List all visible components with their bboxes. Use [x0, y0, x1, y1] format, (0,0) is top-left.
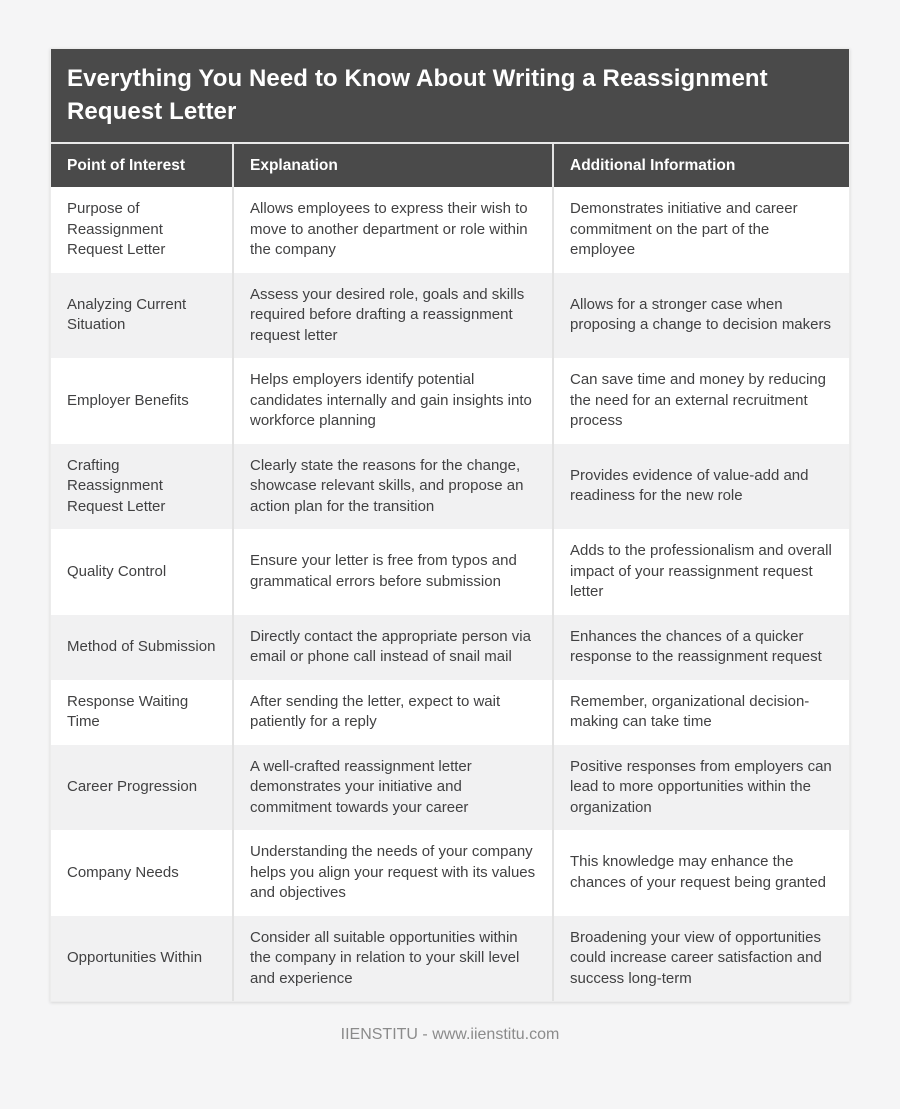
cell-additional: Broadening your view of opportunities could increase career satisfaction and success long-term [553, 916, 849, 1002]
page-title: Everything You Need to Know About Writing a Reassignment Request Letter [51, 49, 849, 144]
table-row [51, 358, 849, 444]
cell-additional: Remember, organizational decision-making can take time [553, 680, 849, 745]
cell-explanation: A well-crafted reassignment letter demonstrates your initiative and commitment towards your career [233, 745, 553, 831]
cell-explanation: Ensure your letter is free from typos and grammatical errors before submission [233, 529, 553, 615]
cell-point: Quality Control [51, 529, 233, 615]
table-row [51, 444, 849, 530]
info-table [51, 144, 849, 1001]
cell-point: Crafting Reassignment Request Letter [51, 444, 233, 530]
table-row [51, 830, 849, 916]
content-container [50, 0, 850, 1084]
cell-point: Company Needs [51, 830, 233, 916]
cell-explanation: Helps employers identify potential candidates internally and gain insights into workforce planning [233, 358, 553, 444]
cell-additional: Allows for a stronger case when proposing a change to decision makers [553, 273, 849, 359]
cell-additional: Can save time and money by reducing the need for an external recruitment process [553, 358, 849, 444]
table-row [51, 745, 849, 831]
cell-additional: Positive responses from employers can lead to more opportunities within the organization [553, 745, 849, 831]
cell-point: Method of Submission [51, 615, 233, 680]
cell-additional: Demonstrates initiative and career commitment on the part of the employee [553, 187, 849, 273]
column-header-point-of-interest: Point of Interest [51, 144, 233, 187]
cell-point: Employer Benefits [51, 358, 233, 444]
column-header-explanation: Explanation [233, 144, 553, 187]
table-row [51, 680, 849, 745]
cell-explanation: Consider all suitable opportunities within the company in relation to your skill level and experience [233, 916, 553, 1002]
cell-additional: This knowledge may enhance the chances of your request being granted [553, 830, 849, 916]
column-header-additional-information: Additional Information [553, 144, 849, 187]
table-row [51, 615, 849, 680]
cell-point: Opportunities Within [51, 916, 233, 1002]
cell-additional: Enhances the chances of a quicker response to the reassignment request [553, 615, 849, 680]
cell-point: Response Waiting Time [51, 680, 233, 745]
cell-additional: Provides evidence of value-add and readiness for the new role [553, 444, 849, 530]
cell-point: Career Progression [51, 745, 233, 831]
table-row [51, 529, 849, 615]
cell-explanation: Allows employees to express their wish to move to another department or role within the company [233, 187, 553, 273]
footer-credit: IIENSTITU - www.iienstitu.com [340, 1026, 560, 1043]
table-row [51, 187, 849, 273]
cell-explanation: Directly contact the appropriate person via email or phone call instead of snail mail [233, 615, 553, 680]
cell-explanation: Assess your desired role, goals and skills required before drafting a reassignment request letter [233, 273, 553, 359]
table-header-row [51, 144, 849, 187]
cell-explanation: Clearly state the reasons for the change, showcase relevant skills, and propose an action plan for the transition [233, 444, 553, 530]
table-row [51, 916, 849, 1002]
table-card [50, 48, 850, 1002]
cell-explanation: Understanding the needs of your company helps you align your request with its values and objectives [233, 830, 553, 916]
cell-point: Analyzing Current Situation [51, 273, 233, 359]
cell-additional: Adds to the professionalism and overall impact of your reassignment request letter [553, 529, 849, 615]
cell-point: Purpose of Reassignment Request Letter [51, 187, 233, 273]
table-row [51, 273, 849, 359]
cell-explanation: After sending the letter, expect to wait patiently for a reply [233, 680, 553, 745]
table-body [51, 187, 849, 1001]
